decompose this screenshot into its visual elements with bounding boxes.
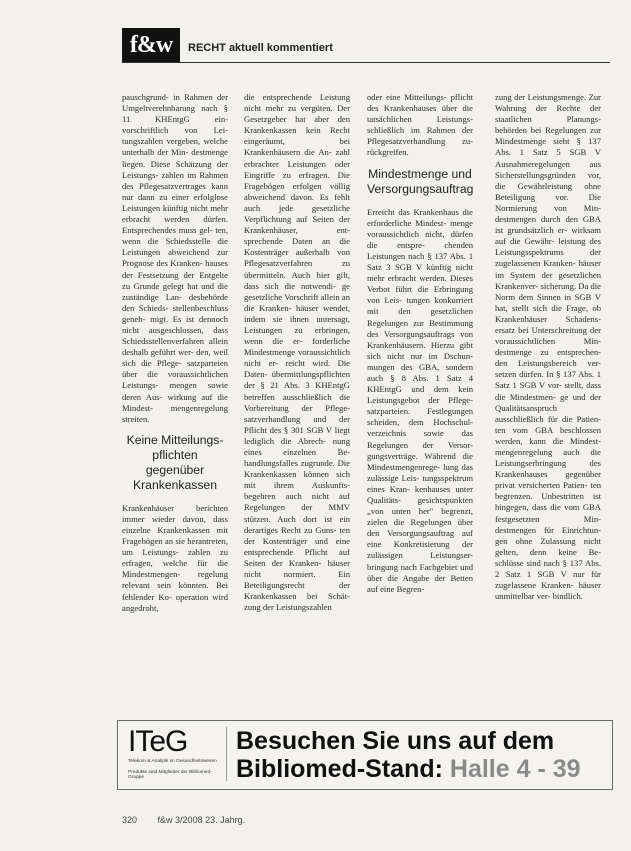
ad-headline-1: Besuchen Sie uns auf dem <box>236 727 555 755</box>
ad-headline-2 <box>236 755 581 784</box>
page-footer <box>122 815 245 825</box>
paragraph: die entsprechende Leistung nicht mehr zu vergüten. Der Gesetzgeber hat aber den Krankenkassen kein Recht eingeräumt, bei Krankenhäusern die An- zahl erbrachter Leistungen oder Eingriffe zu erfragen. Die Fragebögen erfolgen völlig abweichend davon. Es fehlt auch jede gesetzliche Verpflichtung auf Seiten der Krankenhäuser, ent- sprechende Daten an die Kostenträger außerhalb von Pflegesatzverfahren zu übermitteln. Auch hier gilt, dass sich die notwendi- ge gesetzliche Vorschrift allein an die Kranken- häuser wendet, indem sie ihnen untersagt, Leistungen zu erbringen, wenn die er- forderliche Mindestmenge voraussichtlich nicht er- reicht wird. Die Daten- übermittlungspflichten der § 21 Abs. 3 KHEntgG betreffen ausschließlich die Vorbereitung der Pflege- satzverhandlung und der Pflicht des § 301 SGB V liegt lediglich die Abrech- nung eines einzelnen Be- handlungsfalles zugrunde. Die Krankenkassen können sich mit ihrem Auskunfts- begehren auch nicht auf Regelungen der MMV stützen. Auch dort ist ein derartiges Recht zu Guns- ten der Kostenträger und eine entsprechende Pflicht auf Seiten der Kranken- häuser nicht normiert. Ein Beteiligungsrecht der Krankenkassen bei Schät- zung der Leistungszahlen <box>244 92 350 613</box>
iteg-tagline: Telekom & Analytik im Gesundheitswesen <box>128 759 217 764</box>
column-4 <box>495 92 601 602</box>
page-number: 320 <box>122 815 138 825</box>
paragraph: pauschgrund- in Rahmen der Umgeltverehnbarung nach § 11 KHEntgG ein- vorschriftlich von Lei- tungszahlen vergeben, welche unterhalb der Min- destmenge liegen. Diese Schätzung der Leistungs- zahlen im Rahmen des Pflegesatzvertrages kann nur dann zu einer erfolglose Leistungen künftig nicht mehr erbracht werden dürfen. Entsprechendes muss gel- ten, wenn die Schiedsstelle die Leistungen abweichend zur Prognose des Kranken- hauses der Festsetzung der Entgelte zu Grunde gelegt hat und die zuständige Lan- desbehörde den Schieds- stellenbeschluss geneh- migt. Es ist dennoch nicht ausgeschlossen, dass Schiedsstellenverfahren allein deshalb geführt wer- den, weil sich die Pflege- satzparteien über die voraussichtlichen Leistungs- mengen sowie deren Aus- wirkung auf die Mindest- mengenregelung streiten. <box>122 92 228 424</box>
iteg-note: Produkte sind Mitglieder der Bibliomed-Gruppe <box>128 769 212 781</box>
ad-stand-label: Bibliomed-Stand: <box>236 755 450 783</box>
subheading-mitteilungspflichten: Keine Mitteilungs- pflichten gegenüber Krankenkassen <box>126 432 224 492</box>
paragraph: oder eine Mitteilungs- pflicht des Krankenhauses über die tatsächlichen Leistungs- schließlich im Rahmen der Pflegesatzverhandlung zu- rückgreifen. <box>367 92 473 158</box>
column-2 <box>244 92 350 613</box>
header-rule <box>122 62 610 63</box>
iteg-logo <box>128 727 227 781</box>
iteg-brand: ITeG <box>128 725 188 758</box>
journal-issue: f&w 3/2008 23. Jahrg. <box>157 815 246 825</box>
section-title: RECHT aktuell kommentiert <box>188 42 333 54</box>
ad-hall-number: Halle 4 - 39 <box>449 755 581 783</box>
column-1 <box>122 92 228 614</box>
subheading-mindestmenge: Mindestmenge und Versorgungsauftrag <box>367 166 474 196</box>
paragraph: zung der Leistungsmenge. Zur Wahrung der Rechte der staatlichen Planungs- behörden bei Regelungen zur Mindestmenge sieht § 137 Abs. 1 Satz 5 SGB V Ausnahmeregelungen aus Sicherstellungsgründen vor, die Gewährleistung ohne Beteiligung vor. Die Normierung von Min- destmengen durch den GBA ist grundsätzlich er- wirksam auf die Gewähr- leistung des Leistungsspektrums der zugelassenen Kranken- häuser im System der gesetzlichen Krankenver- sicherung. Da die Norm dem Sinnen in SGB V hat, stellt sich die Frage, ob Krankenhäuser Schadens- ersatz bei Unterschreitung der voraussichtlichen Min- destmenge zu entsprechen- den Leistungsbereich ver- setzen dürfen. In § 137 Abs. 1 Satz 1 SGB V vor- stellt, dass die Mindestmen- ge und der Qualitätsanspruch ausschließlich für die Patien- ten vom GBA beschlossen werden, kann die Mindest- mengenregelung auch die Leistungserbringung des Krankenhauses gegenüber privat versicherten Patien- ten begrenzen. Unbestritten ist hingegen, dass die vom GBA festgesetzten Min- destmengen für Einrichtun- gen ohne Zulassung nicht gelten, denn keine Be- schlüsse sind nach § 137 Abs. 2 Satz 1 SGB V nur für zugelassene Kranken- häuser unmittelbar ver- bindlich. <box>495 92 601 602</box>
paragraph: Krankenhäuser berichten immer wieder davon, dass einzelne Krankenkassen mit Fragebögen an sie herantreten, um Leistungs- zahlen zu erfragen, welche für die Mindestmengen- regelung relevant sein könnten. Bei fehlender Ko- operation wird angedroht, <box>122 502 228 613</box>
column-3 <box>367 92 473 595</box>
fw-logo: f&w <box>122 28 180 62</box>
paragraph: Erreicht das Krankenhaus die erforderliche Mindest- menge voraussichtlich nicht, dürfen die entspre- chenden Leistungen nach § 137 Abs. 1 Satz 3 SGB V künftig nicht mehr erbracht werden. Dieses Verbot führt die Erbringung von Leis- tungen konkurriert mit den gesetzlichen Regelungen zur Bestimmung des Versorgungsauftrags von Krankenhäusern. Hierzu gibt sich nicht nur im Dschun- mungen des GBA, sondern auch § 8 Abs. 1 Satz 4 KHEntgG und dem kein Leistungsgebot der Pflege- satzparteien. Festlegungen scheiden, dem Hochschul- verzeichnis sowie das Regelungen der Versor- gungsverträge. Während die Mindestmengenrege- lung das zulässige Leis- tungsspektrum eines Kran- kenhauses unter Qualitäts- gesichtspunkten „von unten her" begrenzt, zielen die Regelungen über den Versorgungsauftrag auf eine Konkretisierung der zulässigen Leistungser- bringung nach Fachgebiet und über die Angabe der Betten auf eine Begren- <box>367 206 473 594</box>
advertisement-box <box>117 720 613 790</box>
